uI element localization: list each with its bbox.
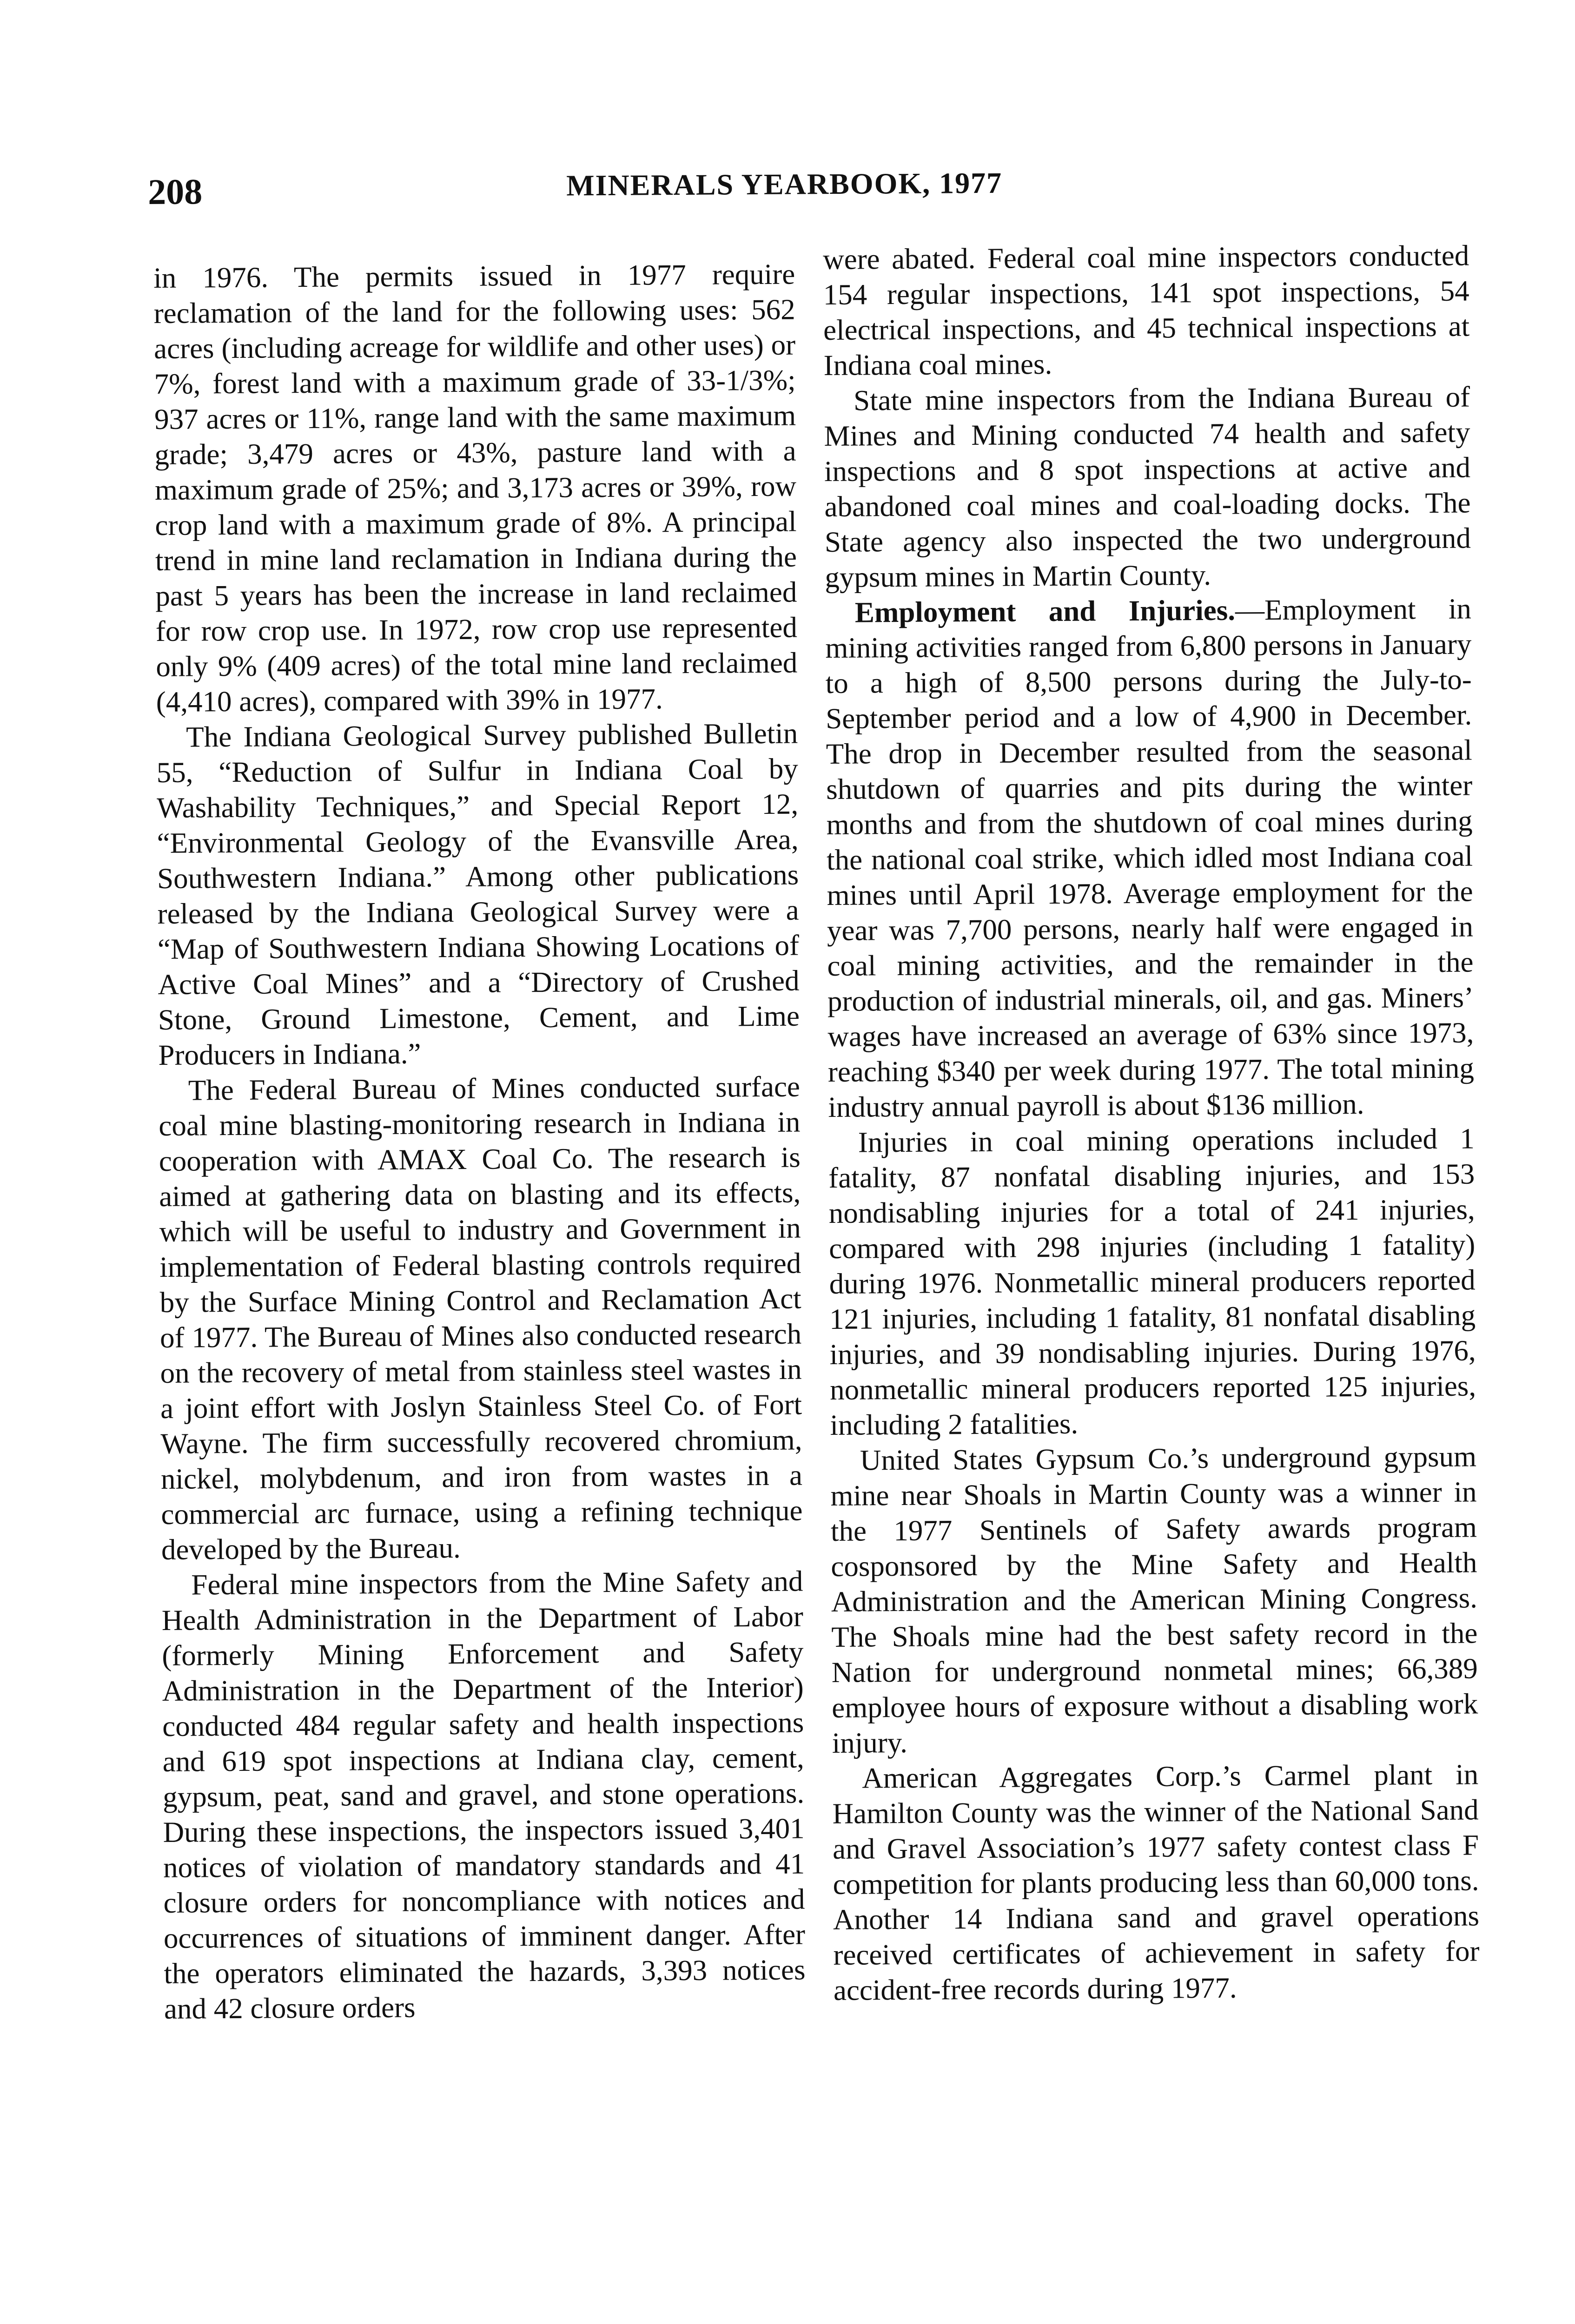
paragraph: were abated. Federal coal mine inspectors conducted 154 regular inspections, 141 spot inspections, 54 electrical inspections, and 45 technical inspections at Indiana coal mines. [823,239,1470,382]
paragraph: United States Gypsum Co.’s underground gypsum mine near Shoals in Martin County was a winner in the 1977 Sentinels of Safety awards program cosponsored by the Mine Safety and Health Administration and the American Mining Congress. The Shoals mine had the best safety record in the Nation for underground nonmetal mines; 66,389 employee hours of exposure without a disabling work injury. [830,1440,1478,1759]
paragraph: State mine inspectors from the Indiana Bureau of Mines and Mining conducted 74 health and safety inspections and 8 spot inspections at active and abandoned coal mines and coal-loading docks. The State agency also inspected the two underground gypsum mines in Martin County. [824,380,1471,594]
section-heading: Employment and Injuries. [854,594,1236,629]
page-header [148,165,1032,222]
paragraph: The Indiana Geological Survey published Bulletin 55, “Reduction of Sulfur in Indiana Coal by Washability Techniques,” and Special Report 12, “Environmental Geology of the Evansville Area, Southwestern Indiana.” Among other publications released by the Indiana Geological Survey were a “Map of Southwestern Indiana Showing Locations of Active Coal Mines” and a “Directory of Crushed Stone, Ground Limestone, Cement, and Lime Producers in Indiana.” [156,717,800,1071]
page-number: 208 [148,171,203,212]
running-head: MINERALS YEARBOOK, 1977 [566,166,1003,202]
paragraph: The Federal Bureau of Mines conducted surface coal mine blasting-monitoring research in Indiana in cooperation with AMAX Coal Co. The research is aimed at gathering data on blasting and its effects, which will be useful to industry and Government in implementation of Federal blasting controls required by the Surface Mining Control and Reclamation Act of 1977. The Bureau of Mines also conducted research on the recovery of metal from stainless steel wastes in a joint effort with Joslyn Stainless Steel Co. of Fort Wayne. The firm successfully recovered chromium, nickel, molybdenum, and iron from wastes in a commercial arc furnace, using a refining technique developed by the Bureau. [159,1070,803,1566]
paragraph: Federal mine inspectors from the Mine Safety and Health Administration in the Department of Labor (formerly Mining Enforcement and Safety Administration in the Department of the Interior) conducted 484 regular safety and health inspections and 619 spot inspections at Indiana clay, cement, gypsum, peat, sand and gravel, and stone operations. During these inspections, the inspectors issued 3,401 notices of violation of mandatory standards and 41 closure orders for noncompliance with notices and occurrences of situations of imminent danger. After the operators eliminated the hazards, 3,393 notices and 42 closure orders [161,1565,806,2025]
right-column [823,238,1480,2008]
paragraph [825,591,1475,1124]
left-column [153,257,806,2027]
paragraph: American Aggregates Corp.’s Carmel plant in Hamilton County was the winner of the National Sand and Gravel Association’s 1977 safety contest class F competition for plants producing less than 60,000 tons. Another 14 Indiana sand and gravel operations received certificates of achievement in safety for accident-free records during 1977. [832,1758,1480,2007]
paragraph: in 1976. The permits issued in 1977 require reclamation of the land for the following uses: 562 acres (including acreage for wildlife and other uses) or 7%, forest land with a maximum grade of 33-1/3%; 937 acres or 11%, range land with the same maximum grade; 3,479 acres or 43%, pasture land with a maximum grade of 25%; and 3,173 acres or 39%, row crop land with a maximum grade of 8%. A principal trend in mine land reclamation in Indiana during the past 5 years has been the increase in land reclaimed for row crop use. In 1972, row crop use represented only 9% (409 acres) of the total mine land reclaimed (4,410 acres), compared with 39% in 1977. [153,257,798,718]
paragraph: Injuries in coal mining operations included 1 fatality, 87 nonfatal disabling injuries, and 153 nondisabling injuries for a total of 241 injuries, compared with 298 injuries (including 1 fatality) during 1976. Nonmetallic mineral producers reported 121 injuries, including 1 fatality, 81 nonfatal disabling injuries, and 39 nondisabling injuries. During 1976, nonmetallic mineral producers reported 125 injuries, including 2 fatalities. [828,1122,1476,1441]
paragraph-text: —Employment in mining activities ranged from 6,800 persons in January to a high of 8,500 persons during the July-to-September period and a low of 4,900 in December. The drop in December resulted from the seasonal shutdown of quarries and pits during the winter months and from the shutdown of coal mines during the national coal strike, which idled most Indiana coal mines until April 1978. Average employment for the year was 7,700 persons, nearly half were engaged in coal mining activities, and the remainder in the production of industrial minerals, oil, and gas. Miners’ wages have increased an average of 63% since 1973, reaching $340 per week during 1977. The total mining industry annual payroll is about $136 million. [825,592,1475,1123]
